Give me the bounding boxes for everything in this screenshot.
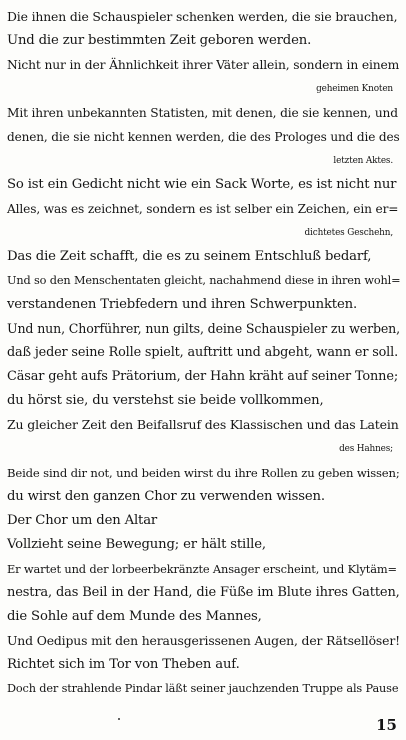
text-line: du wirst den ganzen Chor zu verwenden wissen. (7, 489, 325, 504)
text-line: Doch der strahlende Pindar läßt seiner jauchzenden Truppe als Pause (7, 682, 399, 695)
text-line: daß jeder seine Rolle spielt, auftritt und abgeht, wann er soll. (7, 345, 398, 360)
text-line-continuation: geheimen Knoten (316, 84, 393, 94)
text-line: nestra, das Beil in der Hand, die Füße im Blute ihres Gatten, (7, 585, 400, 600)
text-line: Das die Zeit schafft, die es zu seinem Entschluß bedarf, (7, 249, 372, 264)
text-line: Alles, was es zeichnet, sondern es ist selber ein Zeichen, ein er= (7, 202, 399, 216)
text-line: Mit ihren unbekannten Statisten, mit denen, die sie kennen, und (7, 106, 398, 120)
print-speck (118, 718, 120, 720)
text-line: So ist ein Gedicht nicht wie ein Sack Worte, es ist nicht nur (7, 177, 397, 192)
text-line: die Sohle auf dem Munde des Mannes, (7, 609, 262, 624)
text-line: Vollzieht seine Bewegung; er hält stille, (7, 537, 266, 552)
page-number: 15 (376, 716, 397, 734)
text-line: Cäsar geht aufs Prätorium, der Hahn kräht auf seiner Tonne; (7, 369, 399, 384)
text-line: Die ihnen die Schauspieler schenken werden, die sie brauchen, (7, 9, 398, 24)
text-line: verstandenen Triebfedern und ihren Schwerpunkten. (7, 297, 357, 312)
text-line: Er wartet und der lorbeerbekränzte Ansager erscheint, und Klytäm= (7, 562, 397, 576)
text-line: denen, die sie nicht kennen werden, die des Prologes und die des (7, 130, 400, 144)
text-line: Und so den Menschentaten gleicht, nachahmend diese in ihren wohl= (7, 274, 401, 287)
text-line: Nicht nur in der Ähnlichkeit ihrer Väter allein, sondern in einem (7, 58, 400, 72)
poem-text (7, 5, 399, 701)
text-line-continuation: dichtetes Geschehn, (304, 228, 393, 238)
text-line: Der Chor um den Altar (7, 513, 158, 528)
text-line: Und Oedipus mit den herausgerissenen Augen, der Rätsellöser! (7, 633, 400, 648)
text-line: Richtet sich im Tor von Theben auf. (7, 657, 240, 672)
text-line: Und die zur bestimmten Zeit geboren werden. (7, 33, 312, 48)
text-line-continuation: des Hahnes; (339, 444, 393, 454)
text-line-continuation: letzten Aktes. (333, 156, 393, 166)
text-line: Zu gleicher Zeit den Beifallsruf des Klassischen und das Latein (7, 417, 399, 432)
text-line: Und nun, Chorführer, nun gilts, deine Schauspieler zu werben, (7, 321, 400, 336)
text-line: Beide sind dir not, und beiden wirst du ihre Rollen zu geben wissen; (7, 466, 400, 480)
text-line: du hörst sie, du verstehst sie beide vollkommen, (7, 393, 324, 408)
